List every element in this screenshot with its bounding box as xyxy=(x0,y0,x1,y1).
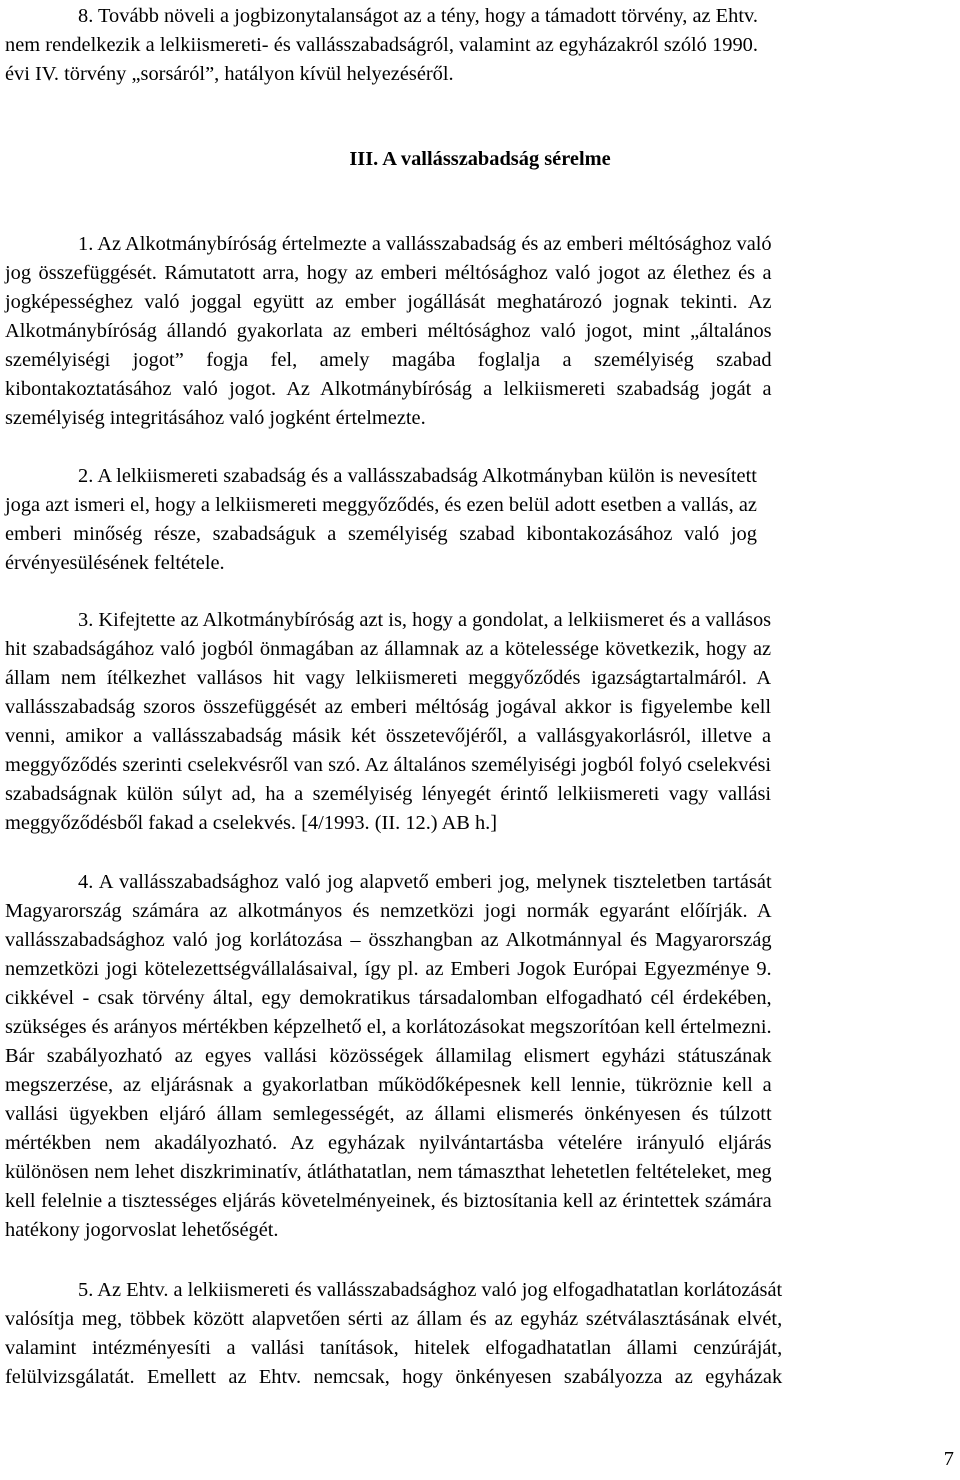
text-line: felülvizsgálatát. Emellett az Ehtv. nemcsak, hogy önkényesen szabályozza az egyházak xyxy=(5,1366,783,1388)
text-line: nemzetközi jogi kötelezettségvállalásaival, így pl. az Emberi Jogok Európai Egyezménye 9. xyxy=(5,958,772,980)
text-line: különösen nem lehet diszkriminatív, átláthatatlan, nem támaszthat lehetetlen feltételeket, meg xyxy=(5,1161,772,1183)
paragraph-2 xyxy=(5,462,757,578)
text-line: állam nem ítélkezhet vallásos hit vagy lelkiismereti meggyőződés igazságtartalmáról. A xyxy=(5,667,772,689)
text-line: Magyarország számára az alkotmányos és nemzetközi jogi normák egyaránt előírják. A xyxy=(5,900,772,922)
text-line: mértékben nem akadályozható. Az egyházak nyilvántartásba vételére irányuló eljárás xyxy=(5,1132,772,1154)
text-line: meggyőződés szerinti cselekvésről van szó. Az általános személyiségi jogból folyó cselekvési xyxy=(5,754,772,776)
text-line: jog összefüggését. Rámutatott arra, hogy az emberi méltósághoz való jogot az élethez és a xyxy=(5,262,772,284)
text-line: 4. A vallásszabadsághoz való jog alapvető emberi jog, melynek tiszteletben tartását xyxy=(78,871,772,893)
text-line: Bár szabályozható az egyes vallási közösségek államilag elismert egyházi státuszának xyxy=(5,1045,772,1067)
paragraph-1 xyxy=(5,230,772,433)
text-line: 8. Tovább növeli a jogbizonytalanságot az a tény, hogy a támadott törvény, az Ehtv. xyxy=(78,5,758,27)
text-line: 3. Kifejtette az Alkotmánybíróság azt is, hogy a gondolat, a lelkiismeret és a vallásos xyxy=(78,609,772,631)
text-line: valósítja meg, többek között alapvetően sérti az állam és az egyház szétválasztásának elvét, xyxy=(5,1308,783,1330)
text-line: jogképességhez való joggal együtt az ember jogállását meghatározó jognak tekinti. Az xyxy=(5,291,772,313)
text-line: emberi minőség része, szabadságuk a személyiség szabad kibontakozásához való jog xyxy=(5,523,757,545)
text-line: nem rendelkezik a lelkiismereti- és vallásszabadságról, valamint az egyházakról szóló 1990. xyxy=(5,34,758,56)
text-line: cikkével - csak törvény által, egy demokratikus társadalomban elfogadható cél érdekében, xyxy=(5,987,772,1009)
paragraph-5 xyxy=(5,1276,782,1392)
text-line: vallásszabadsághoz való jog korlátozása – összhangban az Alkotmánnyal és Magyarország xyxy=(5,929,772,951)
text-line: meggyőződésből fakad a cselekvés. [4/1993. (II. 12.) AB h.] xyxy=(5,812,498,834)
paragraph-3 xyxy=(5,606,771,838)
text-line: megszerzése, az eljárásnak a gyakorlatban működőképesnek kell lennie, tükröznie kell a xyxy=(5,1074,772,1096)
page-number: 7 xyxy=(943,1448,954,1470)
text-line: 1. Az Alkotmánybíróság értelmezte a vallásszabadság és az emberi méltósághoz való xyxy=(78,233,772,255)
text-line: személyiségi jogot” fogja fel, amely magába foglalja a személyiség szabad xyxy=(5,349,772,371)
text-line: érvényesülésének feltétele. xyxy=(5,552,225,574)
text-line: hatékony jogorvoslat lehetőségét. xyxy=(5,1219,279,1241)
text-line: hit szabadságához való jogból önmagában az államnak az a kötelessége következik, hogy az xyxy=(5,638,772,660)
paragraph-4 xyxy=(5,868,772,1245)
text-line: vallási ügyekben eljáró állam semlegességét, az állami elismerés önkényesen és túlzott xyxy=(5,1103,772,1125)
text-line: személyiség integritásához való jogként értelmezte. xyxy=(5,407,426,429)
text-line: évi IV. törvény „sorsáról”, hatályon kívül helyezéséről. xyxy=(5,63,454,85)
text-line: 2. A lelkiismereti szabadság és a vallásszabadság Alkotmányban külön is nevesített xyxy=(78,465,757,487)
text-line: vallásszabadság szoros összefüggését az emberi méltóság jogával akkor is figyelembe kell xyxy=(5,696,772,718)
section-heading: III. A vallásszabadság sérelme xyxy=(349,148,611,170)
text-line: joga azt ismeri el, hogy a lelkiismereti meggyőződés, és ezen belül adott esetben a vallás, az xyxy=(5,494,757,516)
paragraph-8 xyxy=(5,2,758,89)
text-line: szükséges és arányos mértékben képzelhető el, a korlátozásokat megszorítóan kell értelmezni. xyxy=(5,1016,772,1038)
text-line: szabadságnak külön súlyt ad, ha a személyiség lényegét érintő lelkiismereti vagy vallási xyxy=(5,783,772,805)
text-line: Alkotmánybíróság állandó gyakorlata az emberi méltósághoz való jogot, mint „általános xyxy=(5,320,772,342)
text-line: kibontakoztatásához való jogot. Az Alkotmánybíróság a lelkiismereti szabadság jogát a xyxy=(5,378,772,400)
text-line: 5. Az Ehtv. a lelkiismereti és vallásszabadsághoz való jog elfogadhatatlan korlátozását xyxy=(78,1279,783,1301)
text-line: kell felelnie a tisztességes eljárás követelményeinek, és biztosítania kell az érintettek számára xyxy=(5,1190,772,1212)
text-line: valamint intézményesíti a vallási tanítások, hitelek elfogadhatatlan állami cenzúráját, xyxy=(5,1337,783,1359)
text-line: venni, amikor a vallásszabadság másik két összetevőjéről, a vallásgyakorlásról, illetve a xyxy=(5,725,772,747)
